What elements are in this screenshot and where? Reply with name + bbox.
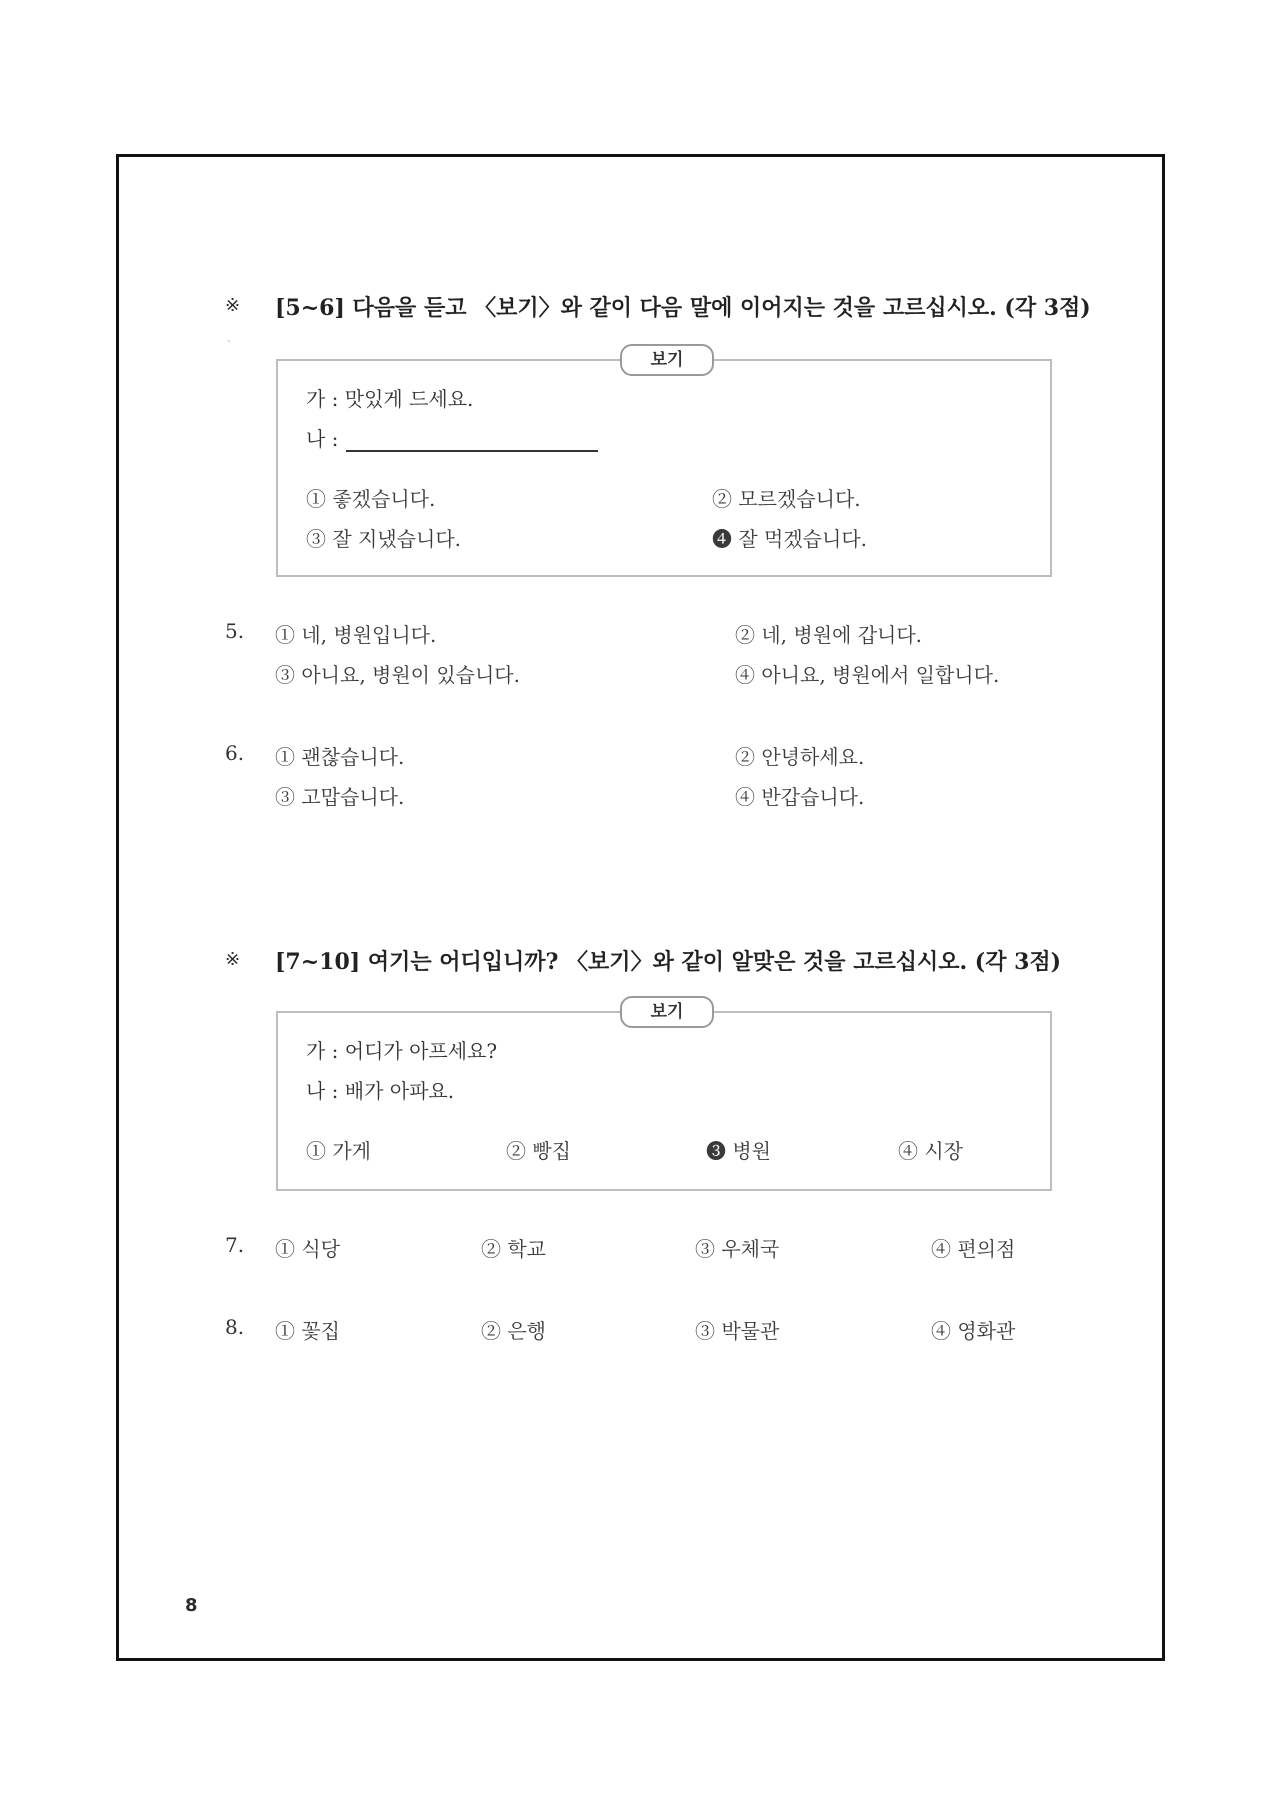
question-number-5: 5. — [225, 619, 245, 643]
example2-option-3: ❸ 병원 — [706, 1139, 771, 1163]
q6-option-2[interactable]: ② 안녕하세요. — [735, 745, 865, 769]
example2-line2: 나 : 배가 아파요. — [306, 1079, 455, 1103]
page-frame — [116, 154, 1165, 1661]
q6-option-4[interactable]: ④ 반갑습니다. — [735, 785, 865, 809]
answer-blank — [346, 430, 598, 452]
question-number-7: 7. — [225, 1233, 245, 1257]
question-number-6: 6. — [225, 741, 245, 765]
q8-option-2[interactable]: ② 은행 — [481, 1319, 546, 1343]
section2-marker: ※ — [225, 949, 241, 970]
q7-option-4[interactable]: ④ 편의점 — [931, 1237, 1016, 1261]
section1-marker: ※ — [225, 295, 241, 316]
q7-option-1[interactable]: ① 식당 — [275, 1237, 340, 1261]
example1-option-1: ① 좋겠습니다. — [306, 487, 436, 511]
example-box-1 — [276, 359, 1052, 577]
q6-option-3[interactable]: ③ 고맙습니다. — [275, 785, 405, 809]
example2-option-2: ② 빵집 — [506, 1139, 571, 1163]
stray-mark: ` — [226, 339, 233, 355]
q8-option-4[interactable]: ④ 영화관 — [931, 1319, 1016, 1343]
page-number: 8 — [185, 1595, 198, 1616]
q6-option-1[interactable]: ① 괜찮습니다. — [275, 745, 405, 769]
q8-option-3[interactable]: ③ 박물관 — [695, 1319, 780, 1343]
example1-option-4: ❹ 잘 먹겠습니다. — [712, 527, 867, 551]
example2-option-4: ④ 시장 — [898, 1139, 963, 1163]
example1-option-2: ② 모르겠습니다. — [712, 487, 861, 511]
question-number-8: 8. — [225, 1315, 245, 1339]
example1-line1: 가 : 맛있게 드세요. — [306, 387, 474, 411]
q7-option-2[interactable]: ② 학교 — [481, 1237, 546, 1261]
example1-option-3: ③ 잘 지냈습니다. — [306, 527, 461, 551]
q5-option-1[interactable]: ① 네, 병원입니다. — [275, 623, 437, 647]
section2-instruction: [7~10] 여기는 어디입니까? 〈보기〉와 같이 알맞은 것을 고르십시오. (각 3점) — [275, 949, 1062, 975]
section1-instruction: [5~6] 다음을 듣고 〈보기〉와 같이 다음 말에 이어지는 것을 고르십시오. (각 3점) — [275, 295, 1091, 321]
example1-line2 — [306, 423, 598, 452]
example2-line1: 가 : 어디가 아프세요? — [306, 1039, 498, 1063]
q8-option-1[interactable]: ① 꽃집 — [275, 1319, 340, 1343]
example-tag-2: 보기 — [620, 996, 714, 1028]
q7-option-3[interactable]: ③ 우체국 — [695, 1237, 780, 1261]
example1-line2-prefix: 나 : — [306, 427, 339, 451]
example2-option-1: ① 가게 — [306, 1139, 371, 1163]
example-tag-1: 보기 — [620, 344, 714, 376]
q5-option-4[interactable]: ④ 아니요, 병원에서 일합니다. — [735, 663, 1000, 687]
q5-option-3[interactable]: ③ 아니요, 병원이 있습니다. — [275, 663, 520, 687]
example-box-2 — [276, 1011, 1052, 1191]
q5-option-2[interactable]: ② 네, 병원에 갑니다. — [735, 623, 923, 647]
